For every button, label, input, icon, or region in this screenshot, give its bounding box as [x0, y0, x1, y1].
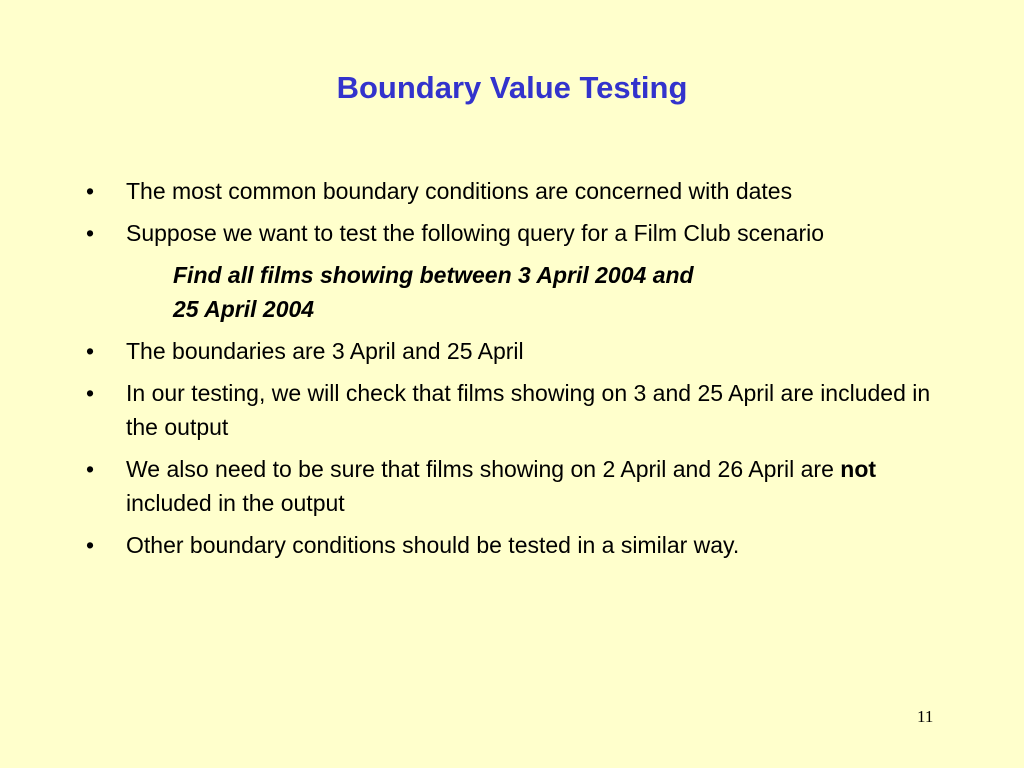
bullet-item: [86, 452, 956, 520]
bullet-text-after: included in the output: [126, 490, 345, 516]
bullet-marker: •: [86, 380, 95, 406]
emphasis-not: not: [840, 456, 877, 482]
bullet-marker: •: [86, 220, 95, 246]
query-line-1: Find all films showing between 3 April 2004 and: [173, 262, 694, 288]
bullet-text-before: We also need to be sure that films showing on 2 April and 26 April are: [126, 456, 841, 482]
bullet-item: [86, 528, 956, 562]
query-example: [86, 258, 956, 326]
bullet-text: The most common boundary conditions are concerned with dates: [126, 178, 793, 204]
bullet-list: [86, 174, 956, 570]
bullet-item: [86, 376, 956, 444]
bullet-item: [86, 174, 956, 208]
bullet-item: [86, 216, 956, 250]
bullet-text: In our testing, we will check that films showing on 3 and 25 April are included in the output: [126, 380, 931, 440]
bullet-text: [126, 456, 876, 516]
bullet-marker: •: [86, 338, 95, 364]
page-number: 11: [917, 707, 934, 726]
bullet-marker: •: [86, 456, 95, 482]
bullet-marker: •: [86, 178, 95, 204]
bullet-text: Other boundary conditions should be tested in a similar way.: [126, 532, 740, 558]
bullet-marker: •: [86, 532, 95, 558]
bullet-text: The boundaries are 3 April and 25 April: [126, 338, 524, 364]
slide-title: Boundary Value Testing: [336, 70, 688, 105]
bullet-item: [86, 334, 956, 368]
bullet-text: Suppose we want to test the following query for a Film Club scenario: [126, 220, 825, 246]
query-line-2: 25 April 2004: [173, 296, 315, 322]
